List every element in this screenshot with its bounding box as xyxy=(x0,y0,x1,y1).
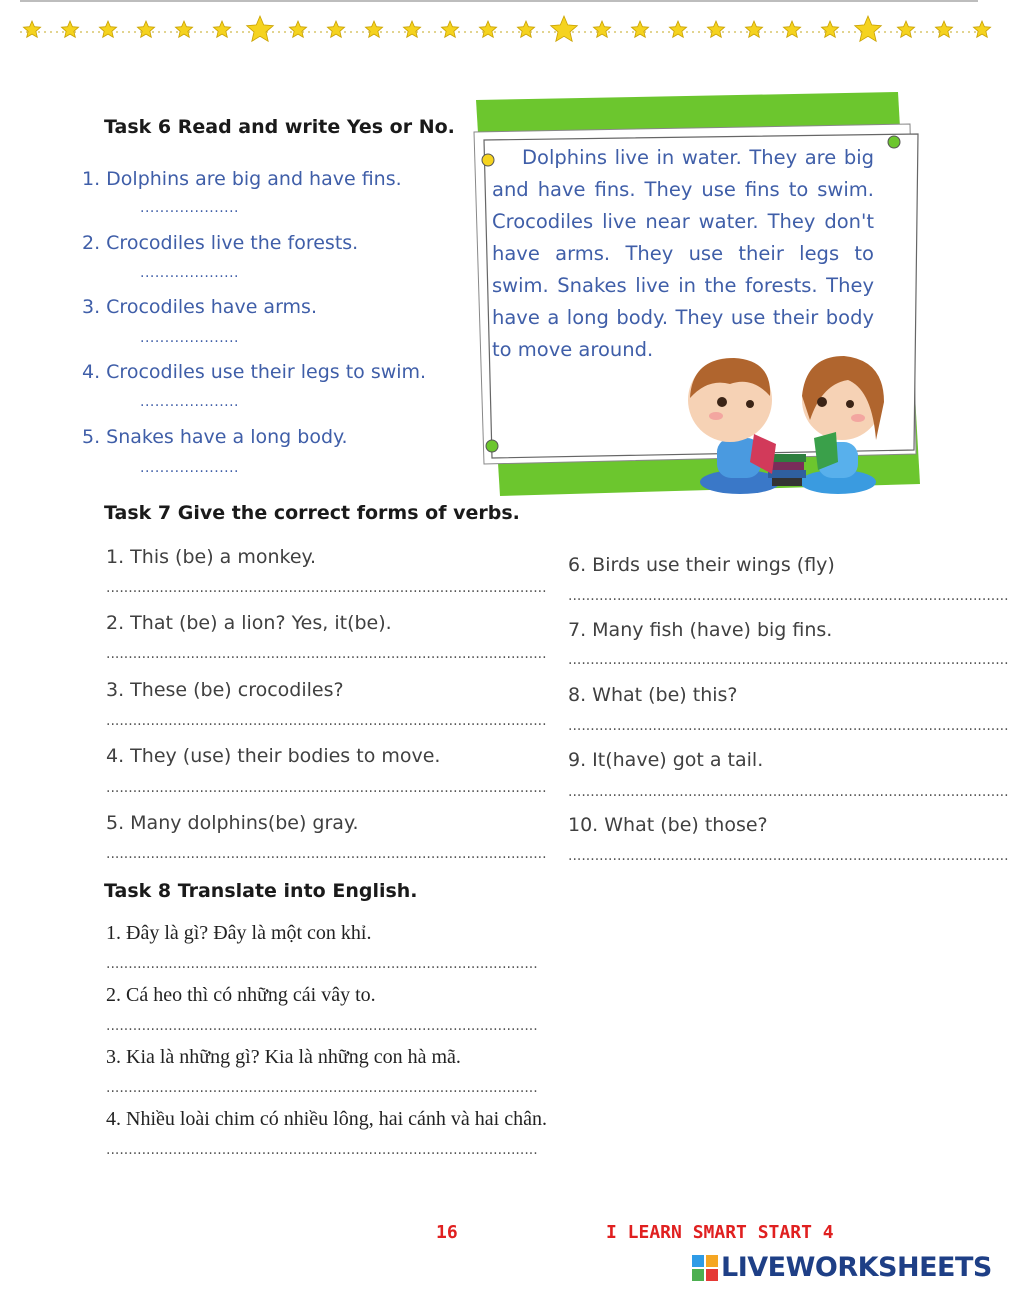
star-icon xyxy=(247,16,274,41)
star-icon xyxy=(821,21,838,37)
page-number: 16 xyxy=(436,1222,458,1243)
liveworksheets-logo[interactable] xyxy=(692,1252,992,1283)
green-pin-icon xyxy=(888,136,900,148)
star-icon xyxy=(289,21,306,37)
star-icon xyxy=(99,21,116,37)
task7-answer-7[interactable]: ................................................................................................... xyxy=(568,652,1009,668)
kids-reading-illustration xyxy=(672,350,892,498)
star-icon xyxy=(175,21,192,37)
star-icon xyxy=(213,21,230,37)
task6-answer-3[interactable]: .................... xyxy=(140,330,240,346)
star-icon xyxy=(631,21,648,37)
task6-answer-2[interactable]: .................... xyxy=(140,265,240,281)
star-icon xyxy=(855,16,882,41)
task6-answer-1[interactable]: .................... xyxy=(140,200,240,216)
task7-question-5: 5. Many dolphins(be) gray. xyxy=(106,812,359,834)
task7-answer-9[interactable]: ................................................................................................... xyxy=(568,784,1009,800)
task6-question-4: 4. Crocodiles use their legs to swim. xyxy=(82,361,427,383)
star-icon xyxy=(137,21,154,37)
task7-question-7: 7. Many fish (have) big fins. xyxy=(568,619,833,641)
task8-answer-1[interactable]: ................................................................................................. xyxy=(106,956,538,972)
star-icon xyxy=(551,16,578,41)
task6-question-5: 5. Snakes have a long body. xyxy=(82,426,348,448)
task7-title: Task 7 Give the correct forms of verbs. xyxy=(104,502,520,524)
task8-title: Task 8 Translate into English. xyxy=(104,880,418,902)
star-icon xyxy=(935,21,952,37)
task7-question-6: 6. Birds use their wings (fly) xyxy=(568,554,835,576)
task7-answer-10[interactable]: ................................................................................................... xyxy=(568,848,1009,864)
star-icon xyxy=(593,21,610,37)
task8-question-1: 1. Đây là gì? Đây là một con khỉ. xyxy=(106,922,372,944)
task7-question-1: 1. This (be) a monkey. xyxy=(106,546,317,568)
star-icon xyxy=(707,21,724,37)
green-pin-icon-bottom xyxy=(486,440,498,452)
task7-question-9: 9. It(have) got a tail. xyxy=(568,749,764,771)
task8-answer-3[interactable]: ................................................................................................. xyxy=(106,1080,538,1096)
star-icon xyxy=(403,21,420,37)
task8-question-4: 4. Nhiều loài chim có nhiều lông, hai cánh và hai chân. xyxy=(106,1108,547,1130)
task6-question-1: 1. Dolphins are big and have fins. xyxy=(82,168,402,190)
star-icon xyxy=(669,21,686,37)
task7-question-3: 3. These (be) crocodiles? xyxy=(106,679,344,701)
star-icon xyxy=(783,21,800,37)
task7-answer-2[interactable]: ................................................................................................... xyxy=(106,646,547,662)
task8-answer-2[interactable]: ................................................................................................. xyxy=(106,1018,538,1034)
task7-question-4: 4. They (use) their bodies to move. xyxy=(106,745,441,767)
task7-question-2: 2. That (be) a lion? Yes, it(be). xyxy=(106,612,392,634)
task7-question-8: 8. What (be) this? xyxy=(568,684,738,706)
reading-passage: Dolphins live in water. They are big and have fins. They use fins to swim. Crocodiles live near water. They don't have arms. They use their legs to swim. Snakes live in the forests. They have a long body. They use their body to move around. xyxy=(492,146,874,361)
task7-answer-4[interactable]: ................................................................................................... xyxy=(106,780,547,796)
star-icon xyxy=(365,21,382,37)
task6-answer-5[interactable]: .................... xyxy=(140,460,240,476)
task6-answer-4[interactable]: .................... xyxy=(140,394,240,410)
star-icon xyxy=(973,21,990,37)
task6-title: Task 6 Read and write Yes or No. xyxy=(104,116,455,138)
task8-question-3: 3. Kia là những gì? Kia là những con hà mã. xyxy=(106,1046,461,1068)
task7-question-10: 10. What (be) those? xyxy=(568,814,768,836)
star-icon xyxy=(897,21,914,37)
star-icon xyxy=(479,21,496,37)
star-icon xyxy=(517,21,534,37)
star-garland-decoration xyxy=(0,6,1000,56)
star-icon xyxy=(23,21,40,37)
task8-question-2: 2. Cá heo thì có những cái vây to. xyxy=(106,984,376,1006)
task7-answer-8[interactable]: ................................................................................................... xyxy=(568,718,1009,734)
task6-question-2: 2. Crocodiles live the forests. xyxy=(82,232,359,254)
task8-answer-4[interactable]: ................................................................................................. xyxy=(106,1142,538,1158)
star-icon xyxy=(441,21,458,37)
star-icon xyxy=(745,21,762,37)
star-icon xyxy=(61,21,78,37)
liveworksheets-brand-text: LIVEWORKSHEETS xyxy=(721,1252,992,1283)
task7-answer-3[interactable]: ................................................................................................... xyxy=(106,713,547,729)
task7-answer-1[interactable]: ................................................................................................... xyxy=(106,580,547,596)
star-icon xyxy=(327,21,344,37)
top-border-line xyxy=(20,0,978,2)
task7-answer-6[interactable]: ................................................................................................... xyxy=(568,588,1009,604)
book-title: I LEARN SMART START 4 xyxy=(606,1222,834,1243)
task6-question-3: 3. Crocodiles have arms. xyxy=(82,296,317,318)
liveworksheets-logo-icon xyxy=(692,1255,718,1281)
task7-answer-5[interactable]: ................................................................................................... xyxy=(106,846,547,862)
